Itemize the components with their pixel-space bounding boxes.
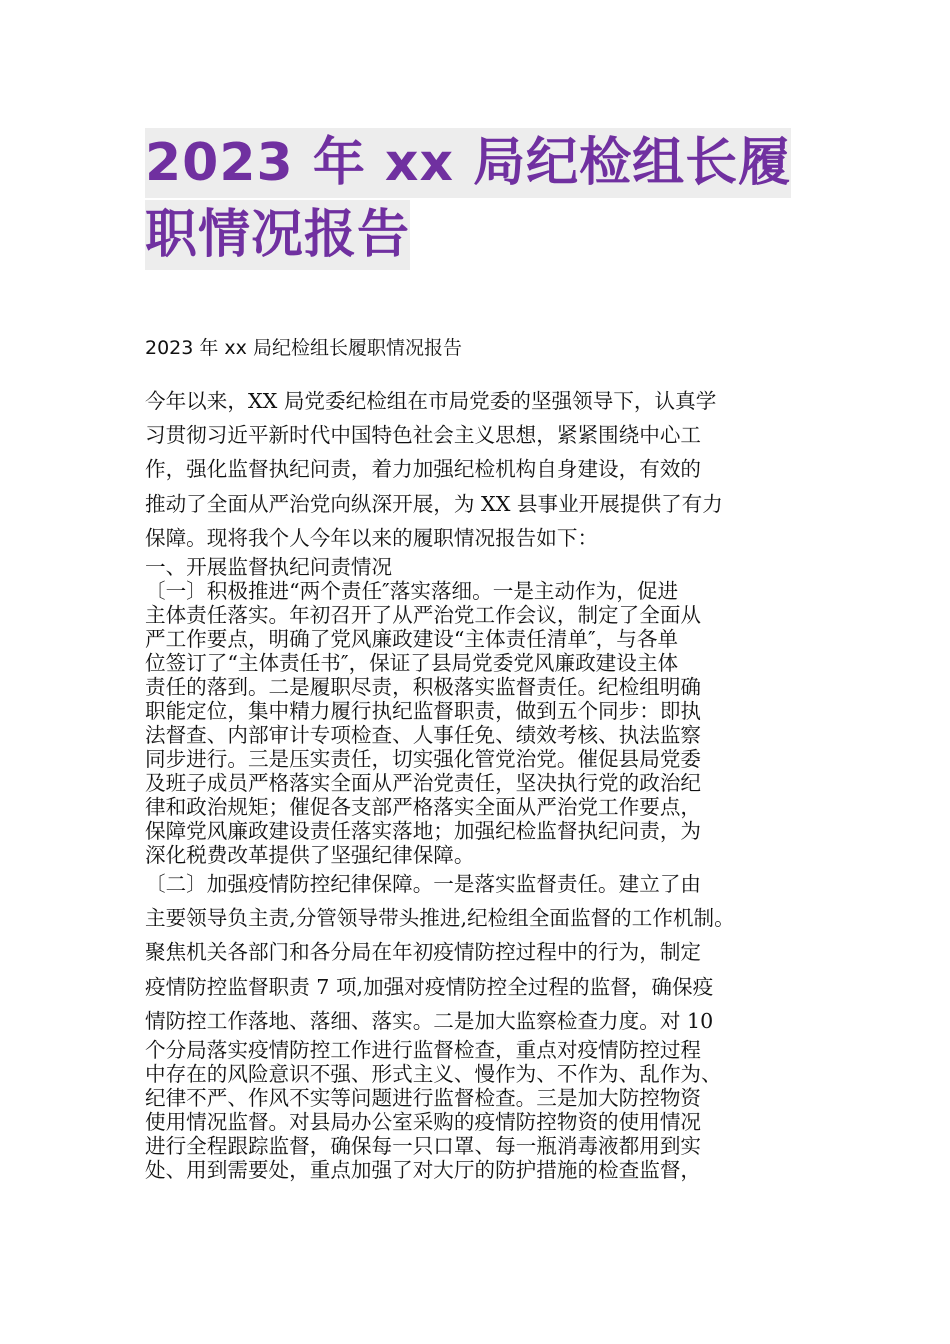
body-line: 一、开展监督执纪问责情况 xyxy=(145,555,393,580)
body-line: 聚焦机关各部门和各分局在年初疫情防控过程中的行为，制定 xyxy=(145,940,702,965)
body-line: 疫情防控监督职责 7 项,加强对疫情防控全过程的监督，确保疫 xyxy=(145,974,714,999)
body-line: 严工作要点，明确了党风廉政建设“主体责任清单″，与各单 xyxy=(145,627,679,652)
body-line: 保障。现将我个人今年以来的履职情况报告如下： xyxy=(145,525,599,550)
body-line: 〔二〕加强疫情防控纪律保障。一是落实监督责任。建立了由 xyxy=(145,872,702,897)
title-line-1: 2023 年 xx 局纪检组长履 xyxy=(145,128,791,198)
body-line: 主要领导负主责,分管领导带头推进,纪检组全面监督的工作机制。 xyxy=(145,906,735,931)
body-line: 主体责任落实。年初召开了从严治党工作会议，制定了全面从 xyxy=(145,603,702,628)
body-line: 职能定位，集中精力履行执纪监督职责，做到五个同步：即执 xyxy=(145,699,702,724)
body-line: 责任的落到。二是履职尽责，积极落实监督责任。纪检组明确 xyxy=(145,675,702,700)
body-line: 律和政治规矩；催促各支部严格落实全面从严治党工作要点， xyxy=(145,795,702,820)
body-line: 法督查、内部审计专项检查、人事任免、绩效考核、执法监察 xyxy=(145,723,702,748)
body-line: 情防控工作落地、落细、落实。二是加大监察检查力度。对 10 xyxy=(145,1008,714,1033)
body-line: 推动了全面从严治党向纵深开展，为 XX 县事业开展提供了有力 xyxy=(145,491,723,516)
document-title xyxy=(145,128,815,270)
body-line: 使用情况监督。对县局办公室采购的疫情防控物资的使用情况 xyxy=(145,1110,702,1135)
document-body xyxy=(145,384,825,1182)
body-line: 及班子成员严格落实全面从严治党责任，坚决执行党的政治纪 xyxy=(145,771,702,796)
body-line: 同步进行。三是压实责任，切实强化管党治党。催促县局党委 xyxy=(145,747,702,772)
body-line: 处、用到需要处，重点加强了对大厅的防护措施的检查监督， xyxy=(145,1158,702,1183)
title-line-2: 职情况报告 xyxy=(145,200,410,270)
document-subtitle: 2023 年 xx 局纪检组长履职情况报告 xyxy=(145,337,462,359)
body-line: 〔一〕积极推进“两个责任″落实落细。一是主动作为，促进 xyxy=(145,579,679,604)
body-line: 今年以来，XX 局党委纪检组在市局党委的坚强领导下，认真学 xyxy=(145,389,717,413)
body-line: 习贯彻习近平新时代中国特色社会主义思想，紧紧围绕中心工 xyxy=(145,423,702,448)
body-line: 深化税费改革提供了坚强纪律保障。 xyxy=(145,843,475,868)
body-line: 作，强化监督执纪问责，着力加强纪检机构自身建设，有效的 xyxy=(145,457,702,482)
body-line: 个分局落实疫情防控工作进行监督检查，重点对疫情防控过程 xyxy=(145,1038,702,1063)
body-line: 中存在的风险意识不强、形式主义、慢作为、不作为、乱作为、 xyxy=(145,1062,722,1087)
body-line: 位签订了“主体责任书″，保证了县局党委党风廉政建设主体 xyxy=(145,651,679,676)
body-line: 进行全程跟踪监督，确保每一只口罩、每一瓶消毒液都用到实 xyxy=(145,1134,702,1159)
body-line: 保障党风廉政建设责任落实落地；加强纪检监督执纪问责，为 xyxy=(145,819,702,844)
body-line: 纪律不严、作风不实等问题进行监督检查。三是加大防控物资 xyxy=(145,1086,702,1111)
